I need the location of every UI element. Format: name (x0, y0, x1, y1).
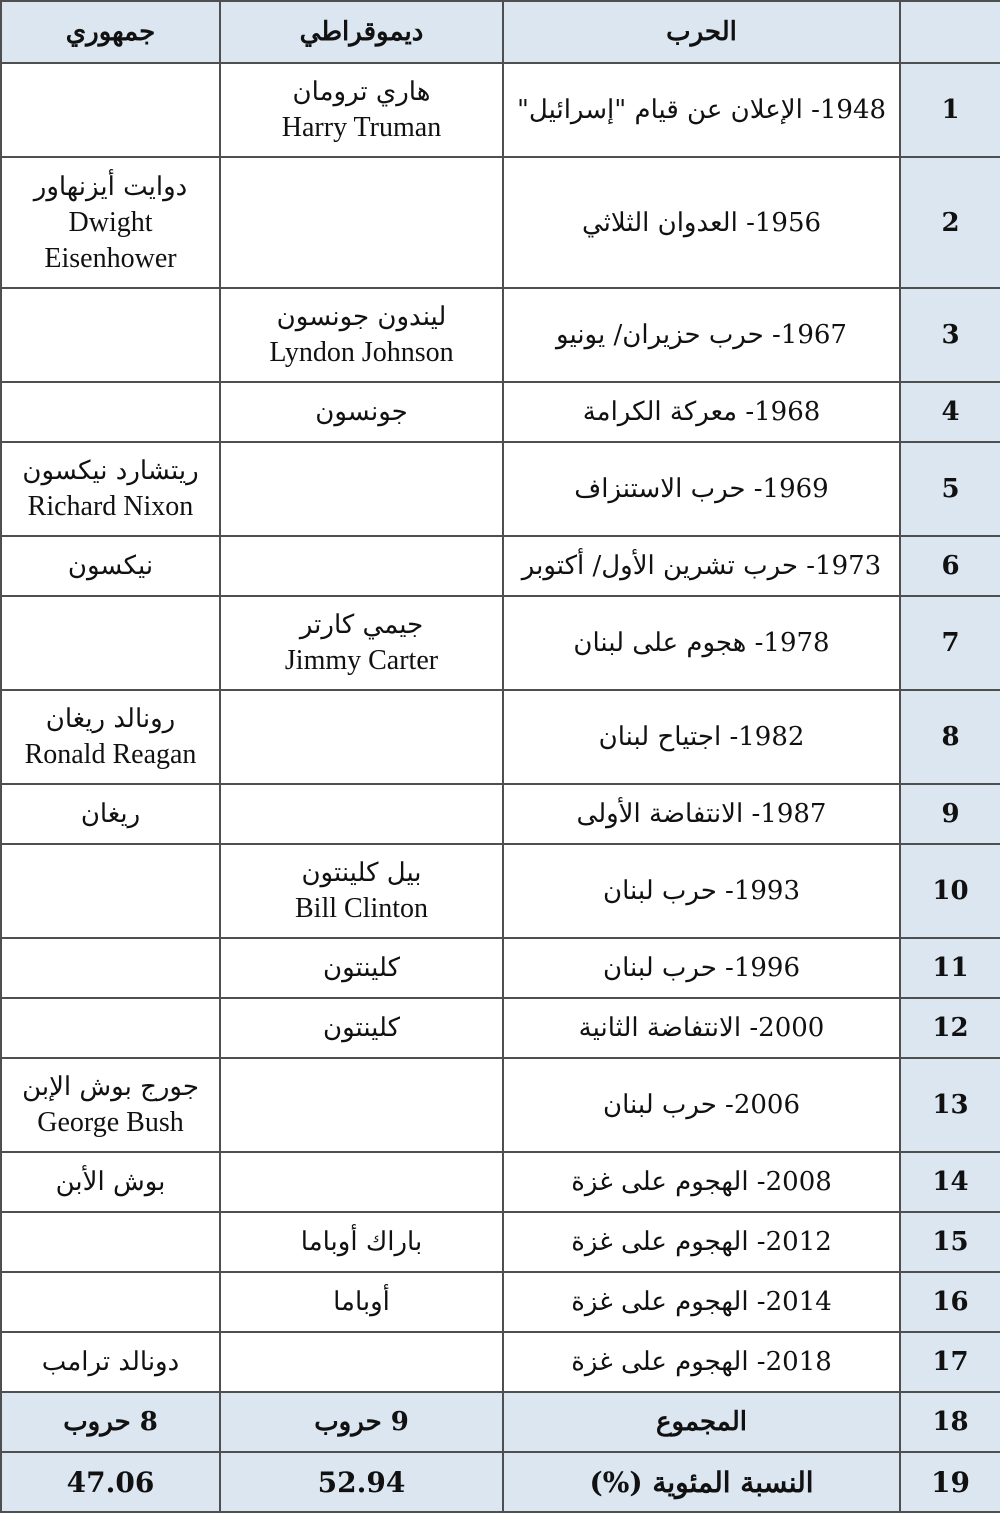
republican-cell (1, 536, 220, 596)
republican-cell (1, 596, 220, 690)
table-row (1, 63, 1000, 157)
republican-cell (1, 1058, 220, 1152)
war-cell: 1948- الإعلان عن قيام "إسرائيل" (503, 63, 900, 157)
democrat-cell (220, 690, 503, 784)
republican-cell (1, 1272, 220, 1332)
war-cell: 2008- الهجوم على غزة (503, 1152, 900, 1212)
total-republican: 8 حروب (1, 1392, 220, 1452)
republican-cell (1, 1212, 220, 1272)
table-body (1, 63, 1000, 1392)
row-number: 5 (900, 442, 1000, 536)
percent-label: النسبة المئوية (%) (503, 1452, 900, 1512)
war-cell: 1956- العدوان الثلاثي (503, 157, 900, 288)
war-cell: 2018- الهجوم على غزة (503, 1332, 900, 1392)
table-row (1, 998, 1000, 1058)
democrat-cell (220, 1272, 503, 1332)
total-row (1, 1392, 1000, 1452)
war-cell: 1982- اجتياح لبنان (503, 690, 900, 784)
democrat-name-arabic: جيمي كارتر (299, 610, 424, 640)
percent-democrat: 52.94 (220, 1452, 503, 1512)
table-row (1, 1058, 1000, 1152)
republican-name-english: Richard Nixon (27, 491, 194, 522)
democrat-name-english: Bill Clinton (294, 893, 429, 924)
table-row (1, 1332, 1000, 1392)
row-number: 4 (900, 382, 1000, 442)
table-row (1, 596, 1000, 690)
row-number: 16 (900, 1272, 1000, 1332)
total-number: 18 (900, 1392, 1000, 1452)
democrat-name-english: Lyndon Johnson (269, 337, 454, 368)
republican-name-arabic: ريتشارد نيكسون (22, 456, 199, 486)
republican-name-arabic: جورج بوش الإبن (22, 1072, 199, 1102)
table-row (1, 536, 1000, 596)
war-cell: 1969- حرب الاستنزاف (503, 442, 900, 536)
row-number: 12 (900, 998, 1000, 1058)
row-number: 11 (900, 938, 1000, 998)
war-cell: 1968- معركة الكرامة (503, 382, 900, 442)
header-row (1, 1, 1000, 63)
democrat-cell (220, 536, 503, 596)
republican-cell (1, 442, 220, 536)
header-number (900, 1, 1000, 63)
header-republican: جمهوري (1, 1, 220, 63)
total-democrat: 9 حروب (220, 1392, 503, 1452)
percent-republican: 47.06 (1, 1452, 220, 1512)
republican-cell (1, 938, 220, 998)
war-cell: 1996- حرب لبنان (503, 938, 900, 998)
table-row (1, 1212, 1000, 1272)
percent-row (1, 1452, 1000, 1512)
table-row (1, 442, 1000, 536)
republican-cell (1, 690, 220, 784)
table-row (1, 844, 1000, 938)
democrat-cell (220, 288, 503, 382)
republican-cell (1, 382, 220, 442)
header-war: الحرب (503, 1, 900, 63)
democrat-name-english: Jimmy Carter (284, 645, 439, 676)
republican-cell (1, 157, 220, 288)
table-row (1, 382, 1000, 442)
republican-cell (1, 1152, 220, 1212)
table-row (1, 690, 1000, 784)
democrat-cell (220, 1058, 503, 1152)
table-row (1, 1152, 1000, 1212)
republican-name-arabic: بوش الأبن (55, 1167, 166, 1197)
republican-name-arabic: نيكسون (67, 551, 154, 581)
row-number: 1 (900, 63, 1000, 157)
republican-name-arabic: ريغان (80, 799, 141, 829)
row-number: 7 (900, 596, 1000, 690)
democrat-name-english: Harry Truman (281, 112, 442, 143)
democrat-cell (220, 442, 503, 536)
democrat-cell (220, 157, 503, 288)
republican-name-arabic: دوايت أيزنهاور (33, 171, 188, 202)
democrat-name-arabic: هاري ترومان (292, 77, 431, 107)
republican-name-arabic: دونالد ترامب (41, 1347, 180, 1377)
header-democrat: ديموقراطي (220, 1, 503, 63)
percent-number: 19 (900, 1452, 1000, 1512)
row-number: 13 (900, 1058, 1000, 1152)
row-number: 3 (900, 288, 1000, 382)
table-row (1, 1272, 1000, 1332)
democrat-cell (220, 63, 503, 157)
republican-cell (1, 288, 220, 382)
democrat-cell (220, 1332, 503, 1392)
row-number: 14 (900, 1152, 1000, 1212)
row-number: 17 (900, 1332, 1000, 1392)
table-row (1, 157, 1000, 288)
war-cell: 2000- الانتفاضة الثانية (503, 998, 900, 1058)
democrat-cell (220, 382, 503, 442)
democrat-cell (220, 998, 503, 1058)
democrat-name-arabic: جونسون (315, 397, 408, 427)
table-row (1, 784, 1000, 844)
war-cell: 2006- حرب لبنان (503, 1058, 900, 1152)
row-number: 2 (900, 157, 1000, 288)
republican-cell (1, 1332, 220, 1392)
row-number: 9 (900, 784, 1000, 844)
war-cell: 1978- هجوم على لبنان (503, 596, 900, 690)
democrat-name-arabic: كلينتون (322, 953, 401, 983)
democrat-name-arabic: كلينتون (322, 1013, 401, 1043)
war-cell: 1973- حرب تشرين الأول/ أكتوبر (503, 536, 900, 596)
republican-name-english: Dwight Eisenhower (44, 206, 177, 274)
republican-name-english: Ronald Reagan (24, 739, 197, 770)
democrat-cell (220, 844, 503, 938)
democrat-name-arabic: ليندون جونسون (276, 302, 447, 332)
total-label: المجموع (503, 1392, 900, 1452)
war-cell: 1967- حرب حزيران/ يونيو (503, 288, 900, 382)
row-number: 15 (900, 1212, 1000, 1272)
democrat-cell (220, 1212, 503, 1272)
republican-name-english: George Bush (37, 1107, 184, 1138)
war-cell: 1993- حرب لبنان (503, 844, 900, 938)
democrat-cell (220, 784, 503, 844)
democrat-cell (220, 596, 503, 690)
republican-cell (1, 784, 220, 844)
war-cell: 1987- الانتفاضة الأولى (503, 784, 900, 844)
row-number: 8 (900, 690, 1000, 784)
republican-name-arabic: رونالد ريغان (45, 704, 176, 734)
democrat-cell (220, 1152, 503, 1212)
democrat-name-arabic: أوباما (333, 1287, 390, 1317)
row-number: 6 (900, 536, 1000, 596)
democrat-name-arabic: باراك أوباما (300, 1227, 423, 1257)
war-cell: 2012- الهجوم على غزة (503, 1212, 900, 1272)
republican-cell (1, 844, 220, 938)
democrat-cell (220, 938, 503, 998)
table-row (1, 288, 1000, 382)
war-cell: 2014- الهجوم على غزة (503, 1272, 900, 1332)
republican-cell (1, 998, 220, 1058)
row-number: 10 (900, 844, 1000, 938)
democrat-name-arabic: بيل كلينتون (301, 858, 422, 888)
table-row (1, 938, 1000, 998)
republican-cell (1, 63, 220, 157)
